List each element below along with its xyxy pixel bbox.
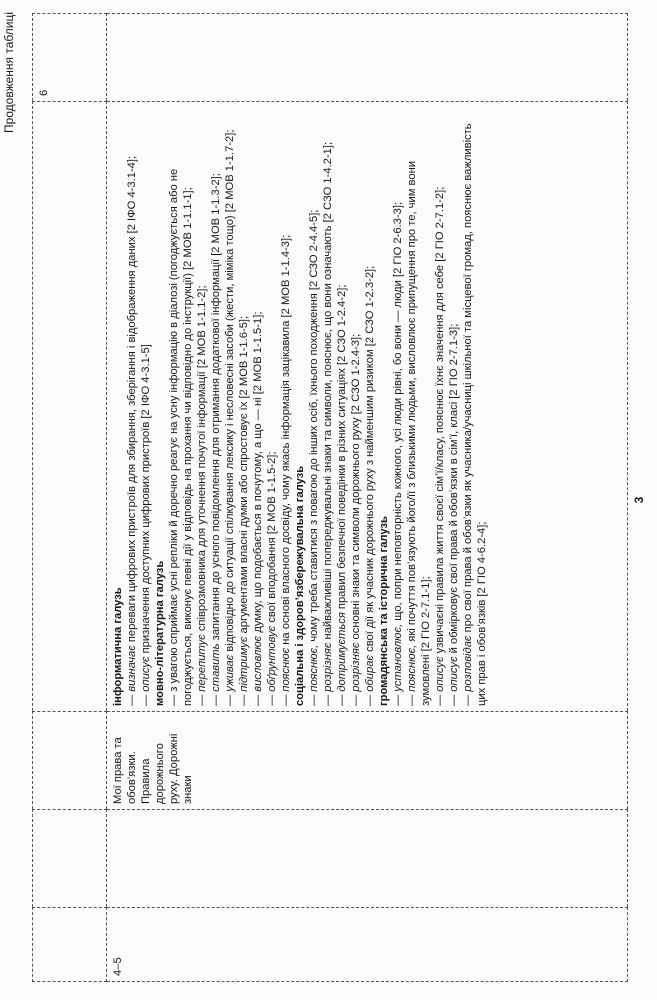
lesson-topic: Мої права та обов’язки. Правила дорожнього руху. Дорожні знаки	[107, 712, 628, 810]
action-verb: описує	[140, 656, 152, 692]
list-item: — обирає свої дії як учасник дорожнього руху з найменшим ризиком [2 СЗО 1-2.3-2];	[364, 265, 376, 706]
item-text: аргументами власні думки або спростовує їх [2 МОВ 1-1.6-5];	[238, 315, 250, 634]
section-title: мовно-літературна галузь	[154, 560, 166, 706]
top-cell-4	[33, 102, 107, 712]
top-cell-2	[33, 810, 107, 908]
list-item: — пояснює, чому треба ставитися з повагою до інших осіб, їхнього походження [2 СЗО 2-4.4-5];	[308, 209, 320, 706]
item-text: з увагою сприймає усні репліки й доречно реагує на усну інформацію в діалозі (погоджується або не погоджується, виконує певні дії у відповідь на прохання чи відповідно до інструкції) [2 МОВ 1-1.1-1];	[168, 168, 194, 706]
page-number: 3	[632, 496, 646, 504]
list-item: — розрізняє основні знаки та символи дорожнього руху [2 СЗО 1-2.4-3];	[350, 333, 362, 706]
top-cell-6: 6	[33, 14, 107, 102]
section-title: інформатична галузь	[112, 587, 124, 706]
list-item: — перепитує співрозмовника для уточнення почутої інформації [2 МОВ 1-1.1-2];	[196, 285, 208, 706]
action-verb: дотримується	[336, 612, 348, 692]
item-text: призначення доступних цифрових пристроїв [2 ІФО 4-3.1-5]	[140, 344, 152, 654]
action-verb: уживає	[224, 654, 236, 692]
action-verb: ставить	[210, 643, 222, 692]
action-verb: розповідає	[462, 635, 474, 692]
item-text: думку, що подобається в почутому, а що — ні [2 МОВ 1-1.5-1];	[252, 311, 264, 633]
list-item: — розповідає про свої права й обов’язки як учасника/учасниці шкільної та місцевої громад, пояснює важливість цих прав і обов’язків [2 ГІО 4-6.2-4];	[462, 123, 488, 706]
item-text: переваги цифрових пристроїв для збирання, зберігання і відображення даних [2 ІФО 4-3.1-4];	[126, 155, 138, 643]
list-item: — пояснює, які почуття пов’язують його/її з близькими людьми, висловлює припущення про те, чим вони зумовлені [2 ГІО 2-7.1-1];	[406, 160, 432, 706]
item-text: чому треба ставитися з повагою до інших осіб, їхнього походження [2 СЗО 2-4.4-5];	[308, 209, 320, 642]
section-title: соціальна і здоров’язбережувальна галузь	[294, 465, 306, 706]
action-verb: описує	[434, 656, 446, 692]
action-verb: висловлює	[252, 635, 264, 692]
item-text: й обмірковує свої права й обов’язки в сім’ї, класі [2 ГІО 2-7.1-3];	[448, 323, 460, 654]
lesson-numbers: 4–5	[107, 908, 628, 982]
list-item: — пояснює на основі власного досвіду, чому якась інформація зацікавила [2 МОВ 1-1.4-3];	[280, 234, 292, 706]
list-item: — ставить запитання до усного повідомлення для отримання додаткової інформації [2 МОВ 1-1.3-2];	[210, 173, 222, 706]
action-verb: розрізняє	[322, 642, 334, 692]
action-verb: перепитує	[196, 634, 208, 692]
item-text: правил безпечної поведінки в різних ситуаціях [2 СЗО 1-2.4-2];	[336, 284, 348, 610]
item-text: найважливіші попереджувальні знаки та символи, пояснює, що вони означають [2 СЗО 1-4.2-1];	[322, 141, 334, 640]
list-item: — уживає відповідно до ситуації спілкування лексику і несловесні засоби (жести, міміка тощо) [2 МОВ 1-1.7-2];	[224, 129, 236, 706]
item-text: основні знаки та символи дорожнього руху [2 СЗО 1-2.4-3];	[350, 333, 362, 640]
action-verb: пояснює,	[406, 644, 418, 692]
item-text: які почуття пов’язують його/її з близькими людьми, висловлює припущення про те, чим вони зумовлені [2 ГІО 2-7.1-1];	[406, 160, 432, 706]
table-continuation-label: Продовження таблиці	[2, 12, 16, 134]
action-verb: установлює,	[392, 623, 404, 692]
item-text: про свої права й обов’язки як учасника/учасниці шкільної та місцевої громад, пояснює важливість цих прав і обов’язків [2 ГІО 4-6.2-4];	[462, 123, 488, 706]
table-row-top	[33, 14, 107, 982]
item-text: узвичаєні правила життя своєї сім’ї/класу, пояснює їхнє значення для себе [2 ГІО 2-7.1-2];	[434, 186, 446, 654]
table-row	[107, 14, 628, 982]
list-item: — висловлює думку, що подобається в почутому, а що — ні [2 МОВ 1-1.5-1];	[252, 311, 264, 706]
item-text: що, попри неповторність кожного, усі люди рівні, бо вони — люди [2 ГІО 2-6.3-3];	[392, 201, 404, 621]
list-item: — описує узвичаєні правила життя своєї сім’ї/класу, пояснює їхнє значення для себе [2 ГІО 2-7.1-2];	[434, 186, 446, 706]
list-item: — розрізняє найважливіші попереджувальні знаки та символи, пояснює, що вони означають [2 СЗО 1-4.2-1];	[322, 141, 334, 706]
list-item: — визначає переваги цифрових пристроїв для збирання, зберігання і відображення даних [2 ІФО 4-3.1-4];	[126, 155, 138, 706]
item-text: свої вподобання [2 МОВ 1-1.5-2];	[266, 451, 278, 623]
list-item: — описує призначення доступних цифрових пристроїв [2 ІФО 4-3.1-5]	[140, 344, 152, 706]
action-verb: обирає	[364, 654, 376, 692]
item-text: запитання до усного повідомлення для отримання додаткової інформації [2 МОВ 1-1.3-2];	[210, 173, 222, 641]
action-verb: описує	[448, 656, 460, 692]
section-title: громадянська та історична галузь	[378, 516, 390, 706]
list-item: — підтримує аргументами власні думки або спростовує їх [2 МОВ 1-1.6-5];	[238, 315, 250, 706]
top-cell-1	[33, 908, 107, 982]
empty-cell	[107, 810, 628, 908]
list-item: — обґрунтовує свої вподобання [2 МОВ 1-1.5-2];	[266, 451, 278, 706]
action-verb: обґрунтовує	[266, 625, 278, 692]
item-text: відповідно до ситуації спілкування лексику і несловесні засоби (жести, міміка тощо) [2 МОВ 1-1.7-2];	[224, 129, 236, 652]
item-text: свої дії як учасник дорожнього руху з найменшим ризиком [2 СЗО 1-2.3-2];	[364, 265, 376, 652]
lesson-table	[32, 13, 628, 982]
list-item: — з увагою сприймає усні репліки й доречно реагує на усну інформацію в діалозі (погоджується або не погоджується, виконує певні дії у відповідь на прохання чи відповідно до інструкції) [2 МОВ 1-1.1-1];	[168, 168, 194, 706]
empty-cell	[107, 14, 628, 102]
list-item: — установлює, що, попри неповторність кожного, усі люди рівні, бо вони — люди [2 ГІО 2-6.3-3];	[392, 201, 404, 706]
item-text: на основі власного досвіду, чому якась інформація зацікавила [2 МОВ 1-1.4-3];	[280, 234, 292, 645]
list-item: — описує й обмірковує свої права й обов’язки в сім’ї, класі [2 ГІО 2-7.1-3];	[448, 323, 460, 706]
results-sections	[111, 107, 489, 706]
expected-results	[107, 102, 628, 712]
action-verb: визначає	[126, 645, 138, 692]
top-cell-3	[33, 712, 107, 810]
item-text: співрозмовника для уточнення почутої інформації [2 МОВ 1-1.1-2];	[196, 285, 208, 632]
action-verb: пояснює	[280, 647, 292, 692]
action-verb: розрізняє	[350, 642, 362, 692]
action-verb: пояснює,	[308, 644, 320, 692]
action-verb: підтримує	[238, 636, 250, 692]
list-item: — дотримується правил безпечної поведінки в різних ситуаціях [2 СЗО 1-2.4-2];	[336, 284, 348, 706]
